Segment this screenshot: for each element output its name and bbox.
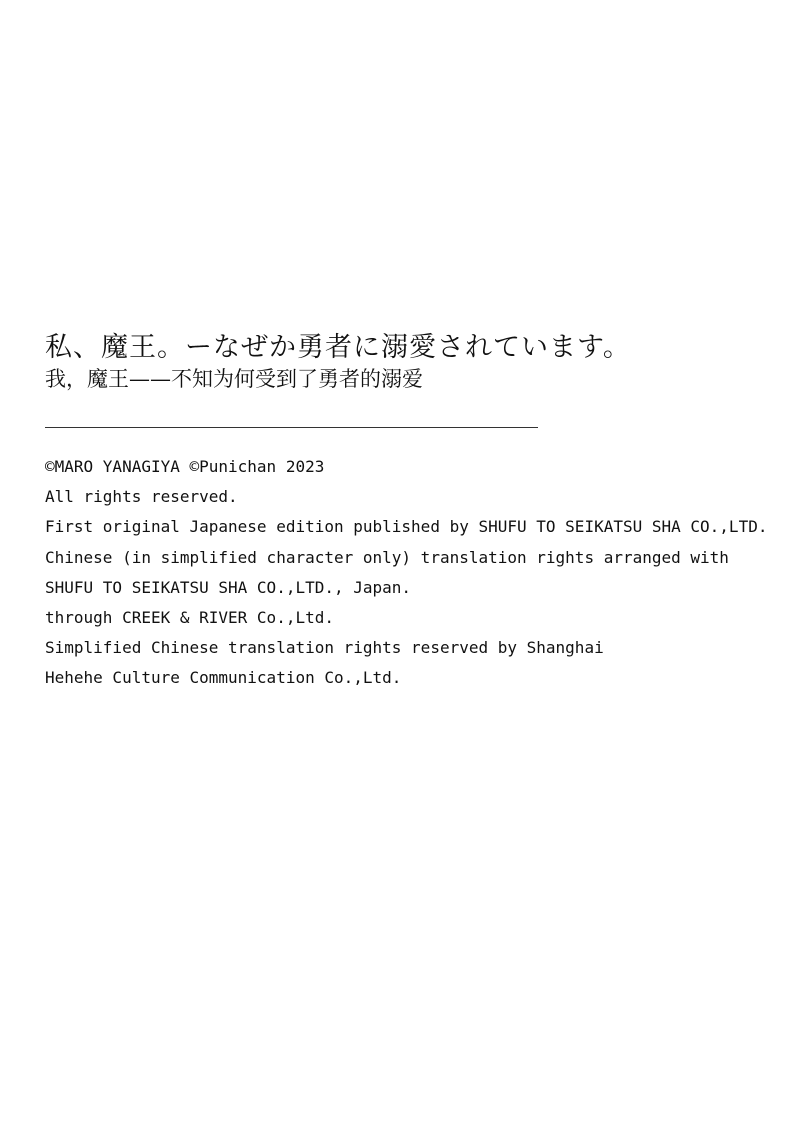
chinese-title: 我，魔王——不知为何受到了勇者的溺爱 — [45, 367, 423, 391]
japanese-title: 私、魔王。ーなぜか勇者に溺愛されています。 — [45, 332, 631, 363]
copyright-line-company: Hehehe Culture Communication Co.,Ltd. — [45, 668, 402, 688]
copyright-line-holders: ©MARO YANAGIYA ©Punichan 2023 — [45, 457, 325, 476]
title-divider — [45, 427, 538, 428]
copyright-line-agency: through CREEK & RIVER Co.,Ltd. — [45, 607, 334, 627]
copyright-line-publisher: SHUFU TO SEIKATSU SHA CO.,LTD., Japan. — [45, 577, 412, 597]
copyright-line-simplified-rights: Simplified Chinese translation rights reserved by Shanghai — [45, 638, 604, 658]
copyright-notice — [45, 452, 795, 694]
copyright-line-rights: All rights reserved. — [45, 487, 238, 507]
copyright-line-translation-rights: Chinese (in simplified character only) translation rights arranged with — [45, 547, 729, 567]
copyright-line-original-edition: First original Japanese edition published by SHUFU TO SEIKATSU SHA CO.,LTD. — [45, 517, 768, 537]
